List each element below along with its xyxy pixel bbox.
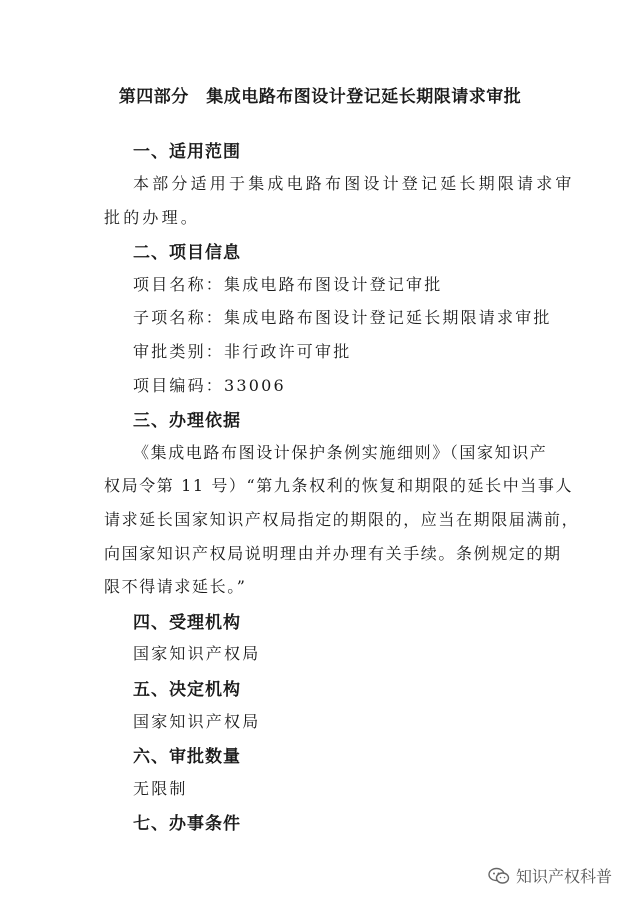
paragraph-line: 本部分适用于集成电路布图设计登记延长期限请求审 [133,174,575,193]
watermark [488,864,612,887]
paragraph-line: 限不得请求延长。” [104,577,247,596]
section-heading-scope: 一、适用范围 [133,142,241,162]
paragraph-line: 向国家知识产权局说明理由并办理有关手续。条例规定的期 [104,544,562,563]
watermark-text: 知识产权科普 [515,867,612,886]
project-code-line: 项目编码：33006 [133,376,286,395]
paragraph-line: 批的办理。 [104,208,201,227]
section-heading-accepting-body: 四、受理机构 [133,613,241,633]
section-heading-deciding-body: 五、决定机构 [133,680,241,700]
section-heading-basis: 三、办理依据 [133,411,241,431]
paragraph-line: 请求延长国家知识产权局指定的期限的，应当在期限届满前， [104,510,580,529]
accepting-body-value: 国家知识产权局 [133,644,261,663]
section-heading-approval-quantity: 六、审批数量 [133,747,241,767]
wechat-icon [488,867,510,885]
deciding-body-value: 国家知识产权局 [133,712,261,731]
paragraph-line: 《集成电路布图设计保护条例实施细则》（国家知识产 [133,443,548,462]
page-title: 第四部分 集成电路布图设计登记延长期限请求审批 [118,87,522,107]
section-heading-project-info: 二、项目信息 [133,243,241,263]
approval-quantity-value: 无限制 [133,779,188,798]
project-name-line: 项目名称：集成电路布图设计登记审批 [133,275,443,294]
sub-item-name-line: 子项名称：集成电路布图设计登记延长期限请求审批 [133,308,552,327]
paragraph-line: 权局令第 11 号）“第九条权利的恢复和期限的延长中当事人 [104,476,574,495]
section-heading-conditions: 七、办事条件 [133,814,241,834]
approval-category-line: 审批类别：非行政许可审批 [133,342,352,361]
